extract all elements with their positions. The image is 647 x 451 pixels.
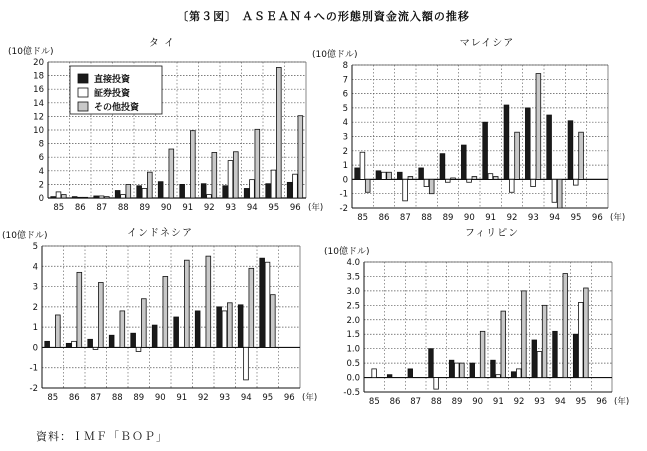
bar-portfolio <box>250 180 255 198</box>
bar-portfolio <box>403 179 408 200</box>
bar-portfolio <box>573 179 578 185</box>
bar-portfolio <box>265 262 270 347</box>
y-axis-unit-label: (10億ドル) <box>312 50 358 60</box>
bar-portfolio <box>552 179 557 202</box>
bar-portfolio <box>121 195 126 198</box>
y-tick-label: 5 <box>32 242 38 252</box>
x-tick-label: 88 <box>111 393 123 403</box>
bar-other <box>387 172 392 179</box>
bar-direct <box>201 184 206 198</box>
bar-portfolio <box>372 369 377 378</box>
x-tick-label: 86 <box>389 397 401 407</box>
bar-portfolio <box>271 170 276 198</box>
x-tick-label: 93 <box>225 203 237 213</box>
figure-title: 〔第３図〕 ＡＳＥＡＮ４への形態別資金流入額の推移 <box>177 10 470 23</box>
bar-other <box>98 283 103 348</box>
legend-label-other: その他投資 <box>94 103 140 113</box>
x-tick-label: 92 <box>513 397 525 407</box>
x-tick-label: 95 <box>570 213 582 223</box>
x-tick-label: 94 <box>554 397 566 407</box>
bar-direct <box>511 372 516 378</box>
bar-direct <box>115 191 120 198</box>
legend-swatch-portfolio <box>78 88 88 97</box>
x-axis-unit-label: (年) <box>614 397 630 407</box>
bar-direct <box>152 325 157 347</box>
bar-portfolio <box>99 196 104 198</box>
y-tick-label: 20 <box>33 58 44 68</box>
bar-other <box>147 172 152 198</box>
y-tick-label: 2 <box>38 180 44 191</box>
bar-other <box>184 260 189 347</box>
bar-portfolio <box>78 197 83 198</box>
x-tick-label: 88 <box>117 203 129 213</box>
bar-other <box>522 291 527 378</box>
x-tick-label: 90 <box>160 203 172 213</box>
bar-other <box>55 315 60 347</box>
x-tick-label: 89 <box>133 393 145 403</box>
x-tick-label: 96 <box>283 393 295 403</box>
bar-other <box>104 197 109 198</box>
bar-other <box>298 116 303 198</box>
bar-direct <box>449 360 454 377</box>
bar-other <box>408 177 413 180</box>
x-tick-label: 96 <box>591 213 603 223</box>
x-tick-label: 87 <box>96 203 108 213</box>
panel-title: タ イ <box>148 38 176 49</box>
bar-direct <box>217 307 222 348</box>
bar-direct <box>174 317 179 347</box>
bar-direct <box>195 311 200 348</box>
x-tick-label: 96 <box>289 203 301 213</box>
bar-other <box>233 152 238 198</box>
x-tick-label: 92 <box>203 203 215 213</box>
x-tick-label: 94 <box>240 393 252 403</box>
y-tick-label: 1 <box>32 323 38 334</box>
bar-other <box>563 274 568 378</box>
y-tick-label: -2 <box>339 204 348 214</box>
bar-other <box>365 179 370 192</box>
bar-portfolio <box>537 352 542 378</box>
y-axis-unit-label: (10億ドル) <box>2 231 48 241</box>
bar-portfolio <box>142 188 147 198</box>
bar-direct <box>461 145 466 179</box>
y-tick-label: 2 <box>32 302 38 313</box>
bar-direct <box>260 258 265 347</box>
bar-other <box>120 311 125 348</box>
bar-portfolio <box>72 341 77 347</box>
bar-other <box>227 303 232 348</box>
bar-direct <box>45 341 50 347</box>
x-tick-label: 85 <box>47 393 59 403</box>
bar-other <box>493 177 498 180</box>
y-tick-label: 3.5 <box>346 272 360 283</box>
bar-other <box>83 197 88 198</box>
y-tick-label: 0.0 <box>346 373 360 384</box>
bar-portfolio <box>424 179 429 186</box>
x-tick-label: 92 <box>197 393 209 403</box>
bar-direct <box>397 172 402 179</box>
x-tick-label: 90 <box>472 397 484 407</box>
x-tick-label: 95 <box>575 397 587 407</box>
bar-portfolio <box>488 174 493 180</box>
legend-swatch-direct <box>78 74 88 83</box>
bar-direct <box>137 186 142 198</box>
x-tick-label: 90 <box>154 393 166 403</box>
bar-other <box>480 331 485 377</box>
y-tick-label: 8 <box>38 139 44 150</box>
bar-direct <box>287 182 292 198</box>
y-tick-label: 7 <box>342 75 348 86</box>
y-tick-label: -1 <box>29 363 38 374</box>
bar-direct <box>109 335 114 347</box>
bar-other <box>206 256 211 347</box>
bar-other <box>460 363 465 377</box>
bar-other <box>77 272 82 347</box>
y-tick-label: 2.5 <box>346 301 360 312</box>
legend-swatch-other <box>78 102 88 111</box>
y-tick-label: 0 <box>342 175 348 186</box>
y-tick-label: 6 <box>38 153 44 164</box>
x-tick-label: 95 <box>262 393 274 403</box>
bar-portfolio <box>136 347 141 351</box>
y-tick-label: 1.0 <box>346 344 360 355</box>
bar-portfolio <box>531 179 536 186</box>
y-tick-label: 3 <box>342 132 348 143</box>
source-note: 資料：ＩＭＦ「ＢＯＰ」 <box>36 430 168 443</box>
x-tick-label: 87 <box>399 213 411 223</box>
y-axis-unit-label: (10億ドル) <box>8 47 54 57</box>
bar-portfolio <box>244 347 249 379</box>
x-tick-label: 94 <box>549 213 561 223</box>
x-axis-unit-label: (年) <box>308 203 324 213</box>
x-tick-label: 91 <box>182 203 194 213</box>
x-tick-label: 86 <box>74 203 86 213</box>
bar-direct <box>131 333 136 347</box>
bar-direct <box>66 343 71 347</box>
x-tick-label: 92 <box>506 213 518 223</box>
y-axis-unit-label: (10億ドル) <box>324 247 370 257</box>
bar-direct <box>483 122 488 179</box>
bar-other <box>212 152 217 198</box>
x-tick-label: 91 <box>485 213 497 223</box>
panel-title: フィリピン <box>464 228 520 239</box>
bar-other <box>169 149 174 198</box>
bar-portfolio <box>93 347 98 349</box>
bar-portfolio <box>579 302 584 377</box>
y-tick-label: 0.5 <box>346 359 360 370</box>
x-tick-label: 93 <box>219 393 231 403</box>
bar-direct <box>568 121 573 180</box>
bar-portfolio <box>222 311 227 348</box>
chart-thailand <box>0 32 324 218</box>
y-tick-label: 1.5 <box>346 330 360 341</box>
bar-portfolio <box>228 161 233 198</box>
y-tick-label: 2.0 <box>346 315 360 326</box>
legend-label-portfolio: 証券投資 <box>94 89 131 99</box>
x-tick-label: 88 <box>430 397 442 407</box>
y-tick-label: 8 <box>342 61 348 71</box>
bar-direct <box>532 340 537 378</box>
bar-direct <box>355 168 360 179</box>
x-tick-label: 89 <box>139 203 151 213</box>
x-tick-label: 94 <box>246 203 258 213</box>
bar-direct <box>491 360 496 377</box>
x-tick-label: 93 <box>534 397 546 407</box>
bar-other <box>270 295 275 348</box>
x-axis-unit-label: (年) <box>610 213 626 223</box>
y-tick-label: 5 <box>342 103 348 114</box>
bar-direct <box>470 363 475 377</box>
y-tick-label: 4 <box>342 118 348 129</box>
x-tick-label: 88 <box>421 213 433 223</box>
bar-direct <box>547 115 552 179</box>
bar-direct <box>266 184 271 198</box>
bar-direct <box>238 305 243 348</box>
bar-other <box>542 305 547 377</box>
bar-direct <box>223 186 228 198</box>
y-tick-label: -0.5 <box>343 388 360 398</box>
x-axis-unit-label: (年) <box>302 393 318 403</box>
y-tick-label: 0 <box>32 343 38 354</box>
bar-direct <box>553 331 558 377</box>
bar-direct <box>244 188 249 198</box>
bar-other <box>249 268 254 347</box>
bar-direct <box>51 197 56 198</box>
bar-portfolio <box>293 174 298 198</box>
bar-direct <box>408 369 413 378</box>
x-tick-label: 87 <box>410 397 422 407</box>
x-tick-label: 86 <box>68 393 80 403</box>
x-tick-label: 85 <box>368 397 380 407</box>
bar-direct <box>440 154 445 180</box>
bar-portfolio <box>360 152 365 179</box>
x-tick-label: 93 <box>527 213 539 223</box>
panel-title: インドネシア <box>127 228 193 239</box>
bar-other <box>141 299 146 348</box>
bar-portfolio <box>207 195 212 198</box>
bar-portfolio <box>455 363 460 377</box>
bar-direct <box>94 196 99 198</box>
y-tick-label: 6 <box>342 89 348 100</box>
bar-other <box>429 179 434 193</box>
y-tick-label: -1 <box>339 189 348 200</box>
bar-portfolio <box>517 369 522 378</box>
bar-direct <box>573 334 578 377</box>
bar-direct <box>419 168 424 179</box>
bar-direct <box>88 339 93 347</box>
x-tick-label: 91 <box>176 393 188 403</box>
bar-direct <box>180 184 185 198</box>
y-tick-label: 14 <box>33 98 44 109</box>
y-tick-label: 0 <box>38 194 44 204</box>
y-tick-label: 18 <box>33 71 44 82</box>
bar-other <box>126 184 131 198</box>
chart-indonesia <box>0 222 320 414</box>
bar-other <box>163 276 168 347</box>
bar-other <box>584 288 589 378</box>
bar-other <box>61 195 66 198</box>
y-tick-label: 10 <box>33 126 44 136</box>
y-tick-label: 2 <box>342 146 348 157</box>
bar-direct <box>158 182 163 198</box>
y-tick-label: 4.0 <box>346 258 360 268</box>
y-tick-label: 1 <box>342 161 348 172</box>
x-tick-label: 96 <box>596 397 608 407</box>
y-tick-label: 4 <box>32 262 38 273</box>
x-tick-label: 85 <box>357 213 369 223</box>
bar-other <box>579 132 584 179</box>
bar-other <box>472 177 477 180</box>
bar-other <box>501 311 506 377</box>
y-tick-label: 3 <box>32 282 38 293</box>
bar-other <box>557 179 562 208</box>
y-tick-label: 4 <box>38 166 44 177</box>
bar-other <box>190 131 195 198</box>
y-tick-label: 16 <box>33 85 44 96</box>
bar-direct <box>376 171 381 180</box>
x-tick-label: 90 <box>463 213 475 223</box>
y-tick-label: 12 <box>33 112 44 123</box>
y-tick-label: -2 <box>29 384 38 394</box>
x-tick-label: 87 <box>90 393 102 403</box>
bar-other <box>515 132 520 179</box>
x-tick-label: 95 <box>268 203 280 213</box>
legend-label-direct: 直接投資 <box>94 75 131 85</box>
bar-other <box>536 74 541 180</box>
bar-portfolio <box>496 375 501 378</box>
bar-direct <box>525 108 530 179</box>
bar-direct <box>387 375 392 378</box>
bar-other <box>451 178 456 179</box>
x-tick-label: 89 <box>451 397 463 407</box>
bar-portfolio <box>434 378 439 390</box>
bar-direct <box>504 105 509 179</box>
bar-portfolio <box>467 179 472 182</box>
x-tick-label: 86 <box>378 213 390 223</box>
chart-philippines <box>322 222 644 414</box>
bar-other <box>276 67 281 198</box>
bar-portfolio <box>381 172 386 179</box>
bar-portfolio <box>509 179 514 192</box>
x-tick-label: 91 <box>492 397 504 407</box>
x-tick-label: 85 <box>53 203 65 213</box>
panel-title: マレイシア <box>459 38 515 49</box>
chart-malaysia <box>312 32 644 223</box>
bar-portfolio <box>445 179 450 182</box>
bar-other <box>255 129 260 198</box>
bar-direct <box>429 349 434 378</box>
bar-portfolio <box>56 192 61 198</box>
bar-direct <box>72 197 77 198</box>
y-tick-label: 3.0 <box>346 286 360 297</box>
x-tick-label: 89 <box>442 213 454 223</box>
